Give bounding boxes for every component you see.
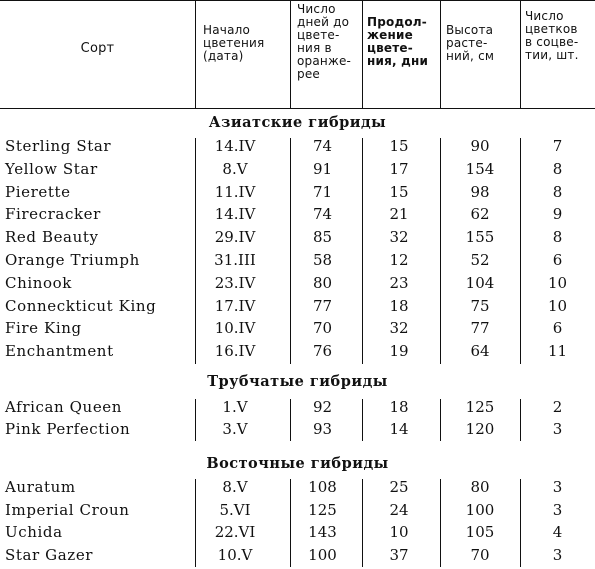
variety-cell: Uchida — [5, 523, 63, 541]
start-cell: 17.IV — [214, 296, 256, 315]
section-title-oriental: Восточные гибриды — [206, 455, 389, 472]
table-row — [0, 544, 595, 567]
variety-cell: Star Gazer — [5, 545, 94, 564]
column-divider — [290, 479, 291, 567]
header-days-label: Число дней до цвете- ния в оранже- рее — [297, 2, 352, 81]
column-divider — [290, 399, 291, 441]
start-cell: 16.IV — [214, 342, 256, 361]
days-cell: 74 — [312, 137, 333, 155]
start-cell: 14.IV — [214, 205, 256, 224]
height-cell: 154 — [465, 159, 495, 178]
height-cell: 120 — [465, 420, 495, 438]
header-duration-label: Продол- жение цвете- ния, дни — [367, 15, 429, 68]
table-row — [0, 317, 595, 340]
flowers-cell: 8 — [552, 228, 563, 247]
days-cell: 77 — [312, 296, 333, 315]
days-cell: 143 — [308, 523, 337, 541]
header-flowers — [525, 10, 595, 120]
duration-cell: 18 — [389, 296, 409, 315]
variety-cell: Enchantment — [5, 342, 114, 361]
height-cell: 98 — [470, 182, 490, 201]
days-cell: 125 — [308, 500, 337, 519]
variety-cell: Sterling Star — [5, 137, 112, 155]
days-cell: 74 — [312, 205, 333, 224]
start-cell: 1.V — [222, 398, 248, 416]
days-cell: 100 — [308, 545, 337, 564]
column-divider — [440, 399, 441, 441]
column-divider — [290, 138, 291, 364]
column-divider — [195, 399, 196, 441]
duration-cell: 18 — [389, 398, 409, 416]
start-cell: 8.V — [222, 478, 248, 496]
variety-cell: Yellow Star — [5, 159, 98, 178]
height-cell: 155 — [465, 228, 495, 247]
table-row — [0, 476, 595, 499]
duration-cell: 19 — [389, 342, 409, 361]
start-cell: 3.V — [222, 420, 248, 438]
variety-cell: Pink Perfection — [5, 420, 131, 438]
column-divider — [440, 138, 441, 364]
days-cell: 76 — [312, 342, 333, 361]
duration-cell: 15 — [389, 182, 409, 201]
start-cell: 8.V — [222, 159, 248, 178]
days-cell: 80 — [312, 273, 333, 292]
start-cell: 11.IV — [214, 182, 256, 201]
variety-cell: Chinook — [5, 273, 72, 292]
days-cell: 85 — [312, 228, 333, 247]
duration-cell: 24 — [389, 500, 409, 519]
section-title-asiatic: Азиатские гибриды — [208, 114, 387, 131]
variety-cell: Connecktiсut King — [5, 296, 157, 315]
height-cell: 70 — [470, 545, 490, 564]
header-variety-label: Сорт — [80, 41, 115, 56]
column-divider — [440, 479, 441, 567]
start-cell: 10.V — [217, 545, 253, 564]
header-days — [297, 3, 365, 113]
flowers-cell: 3 — [552, 545, 563, 564]
flowers-cell: 3 — [552, 420, 563, 438]
height-cell: 77 — [470, 319, 490, 338]
flowers-cell: 8 — [552, 182, 563, 201]
height-cell: 104 — [465, 273, 495, 292]
flowers-cell: 7 — [552, 137, 563, 155]
duration-cell: 25 — [389, 478, 409, 496]
duration-cell: 37 — [389, 545, 409, 564]
table-row — [0, 272, 595, 295]
table-row — [0, 521, 595, 544]
header-divider — [520, 0, 521, 108]
duration-cell: 12 — [389, 251, 409, 269]
start-cell: 31.III — [214, 251, 256, 269]
flowers-cell: 3 — [552, 500, 563, 519]
column-divider — [520, 138, 521, 364]
flowers-cell: 6 — [552, 319, 563, 338]
days-cell: 93 — [312, 420, 333, 438]
height-cell: 75 — [470, 296, 490, 315]
start-cell: 10.IV — [214, 319, 256, 338]
duration-cell: 15 — [389, 137, 409, 155]
start-cell: 22.VI — [214, 523, 256, 541]
flowers-cell: 9 — [552, 205, 563, 224]
table-row — [0, 181, 595, 204]
header-duration — [367, 16, 439, 126]
days-cell: 91 — [312, 159, 333, 178]
days-cell: 71 — [312, 182, 333, 201]
column-divider — [362, 138, 363, 364]
column-divider — [195, 479, 196, 567]
table-row — [0, 418, 595, 441]
duration-cell: 17 — [389, 159, 409, 178]
flowers-cell: 11 — [547, 342, 568, 361]
height-cell: 100 — [465, 500, 495, 519]
section-title-tubular: Трубчатые гибриды — [207, 373, 388, 390]
flowers-cell: 8 — [552, 159, 563, 178]
header-start-label: Начало цветения (дата) — [203, 23, 265, 63]
flowers-cell: 6 — [552, 251, 563, 269]
flowers-cell: 2 — [552, 398, 563, 416]
column-divider — [362, 399, 363, 441]
flowers-cell: 4 — [552, 523, 563, 541]
height-cell: 105 — [465, 523, 495, 541]
height-cell: 64 — [470, 342, 490, 361]
header-flowers-label: Число цветков в соцве- тии, шт. — [525, 9, 579, 62]
duration-cell: 32 — [389, 228, 409, 247]
table-row — [0, 203, 595, 226]
variety-cell: Red Beauty — [5, 228, 99, 247]
variety-cell: Firecracker — [5, 205, 101, 224]
height-cell: 52 — [470, 251, 490, 269]
flowers-cell: 3 — [552, 478, 563, 496]
header-divider — [290, 0, 291, 108]
flowers-cell: 10 — [547, 296, 568, 315]
days-cell: 92 — [312, 398, 333, 416]
height-cell: 125 — [465, 398, 495, 416]
header-bottom-rule — [0, 108, 595, 109]
height-cell: 90 — [470, 137, 490, 155]
height-cell: 80 — [470, 478, 490, 496]
table-row — [0, 249, 595, 272]
column-divider — [195, 138, 196, 364]
variety-cell: African Queen — [5, 398, 123, 416]
header-divider — [195, 0, 196, 108]
table-row — [0, 158, 595, 181]
start-cell: 29.IV — [214, 228, 256, 247]
height-cell: 62 — [470, 205, 490, 224]
column-divider — [520, 399, 521, 441]
start-cell: 14.IV — [214, 137, 256, 155]
duration-cell: 21 — [389, 205, 409, 224]
table-row — [0, 295, 595, 318]
header-divider — [362, 0, 363, 108]
table-row — [0, 340, 595, 363]
table-row — [0, 135, 595, 158]
duration-cell: 23 — [389, 273, 409, 292]
duration-cell: 10 — [389, 523, 409, 541]
duration-cell: 14 — [389, 420, 409, 438]
days-cell: 108 — [308, 478, 337, 496]
days-cell: 70 — [312, 319, 333, 338]
header-divider — [440, 0, 441, 108]
variety-cell: Pierette — [5, 182, 71, 201]
start-cell: 23.IV — [214, 273, 256, 292]
variety-cell: Orange Triumph — [5, 251, 140, 269]
table-top-rule — [0, 0, 595, 1]
header-height-label: Высота расте- ний, см — [446, 23, 495, 63]
table-row — [0, 396, 595, 419]
days-cell: 58 — [312, 251, 333, 269]
duration-cell: 32 — [389, 319, 409, 338]
table-row — [0, 499, 595, 522]
column-divider — [520, 479, 521, 567]
variety-cell: Auratum — [5, 478, 76, 496]
variety-cell: Fire King — [5, 319, 82, 338]
column-divider — [362, 479, 363, 567]
flowers-cell: 10 — [547, 273, 568, 292]
variety-cell: Imperial Croun — [5, 500, 130, 519]
start-cell: 5.VI — [219, 500, 251, 519]
table-row — [0, 226, 595, 249]
